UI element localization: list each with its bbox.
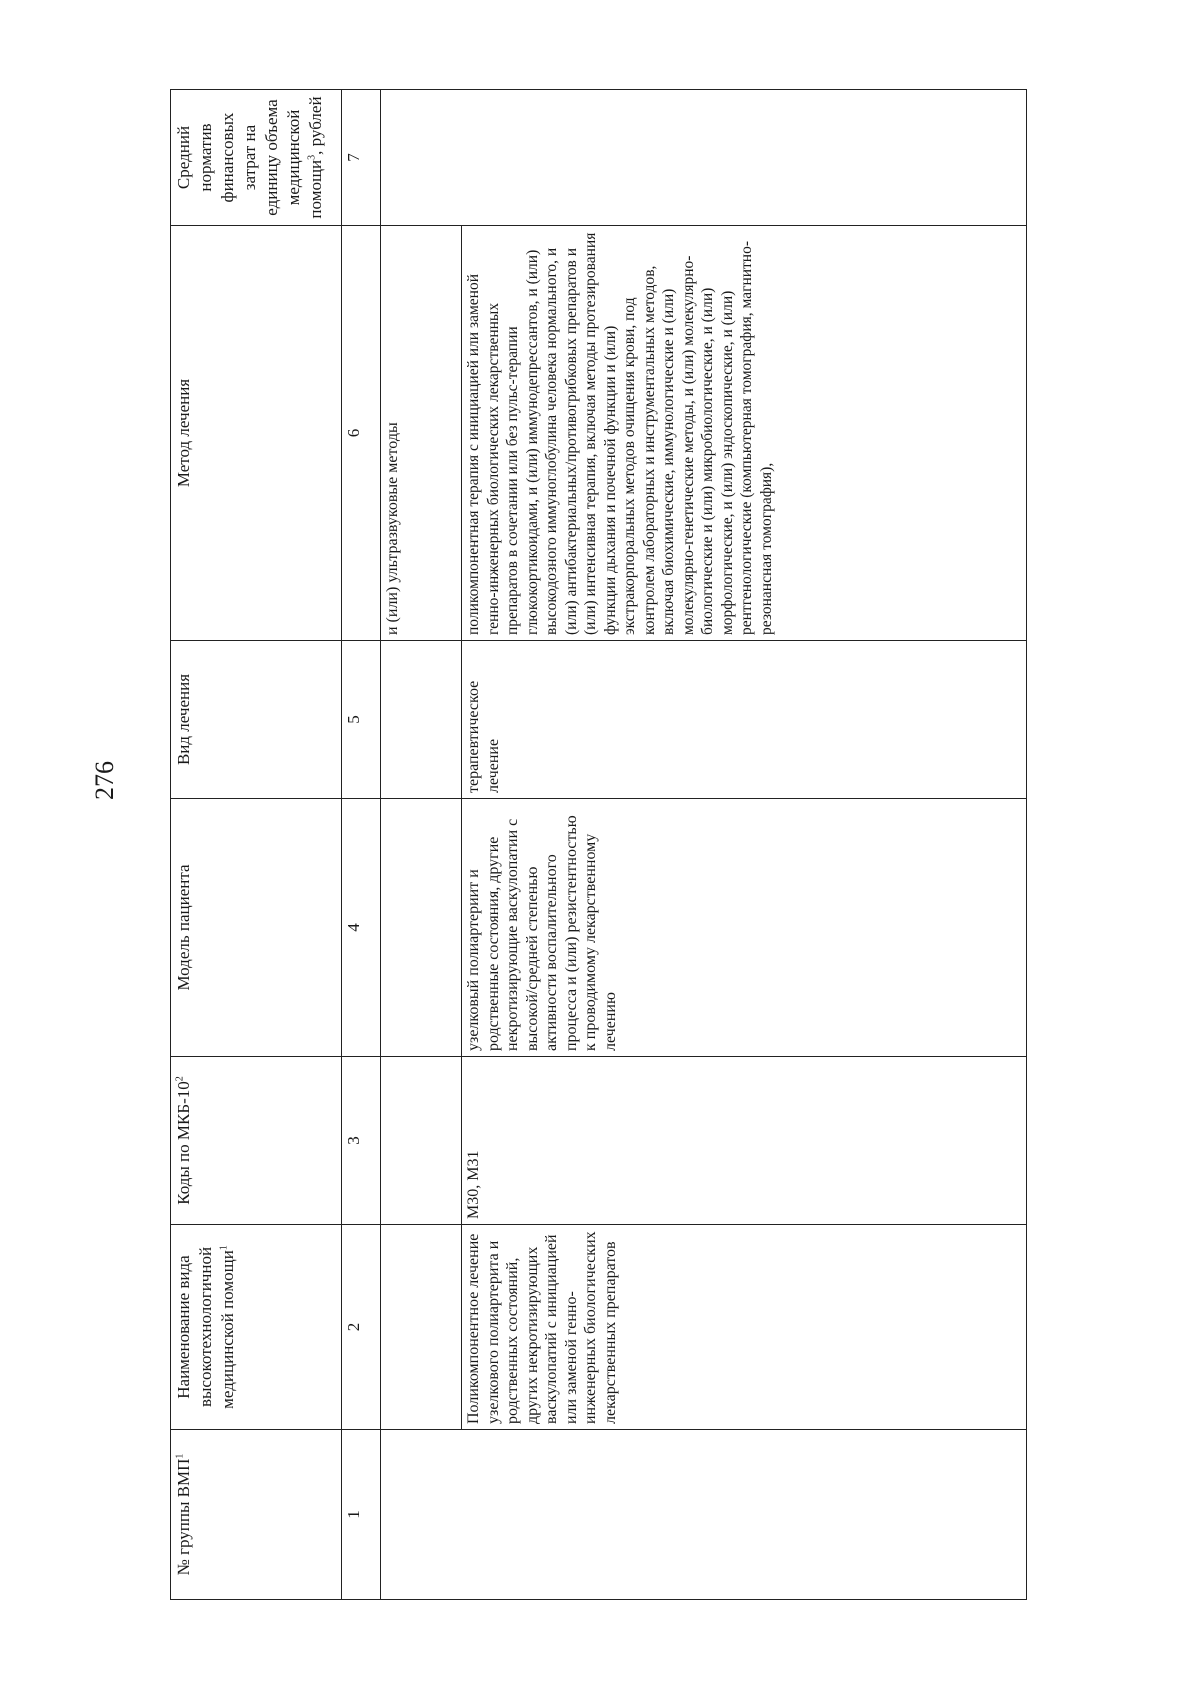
vmp-table <box>170 89 1027 1600</box>
patient-model-cell: узелковый полиартериит и родственные состояния, другие некротизирующие васкулопатии с высокой/средней степенью активности воспалительного процесса и (или) резистентностью к проводимому лекарственному лечению <box>462 799 1027 1057</box>
treatment-method-cell: поликомпонентная терапия с инициацией или заменой генно-инженерных биологических лекарственных препаратов в сочетании или без пульс-терапии глюкокортикоидами, и (или) иммунодепрессантов, и (или) высокодозного иммуноглобулина человека нормального, и (или) антибактериальных/противогрибковых препаратов и (или) интенсивная терапия, включая методы протезирования функции дыхания и почечной функции и (или) экстракорпоральных методов очищения крови, под контролем лабораторных и инструментальных методов, включая биохимические, иммунологические и (или) молекулярно-генетические методы, и (или) молекулярно-биологические и (или) микробиологические, и (или) морфологические, и (или) эндоскопические, и (или) рентгенологические (компьютерная томография, магнитно-резонансная томография), <box>462 226 1027 641</box>
column-number: 7 <box>342 90 381 226</box>
header-icd-codes: Коды по МКБ-$10^2$ <box>171 1057 342 1225</box>
column-number: 6 <box>342 226 381 641</box>
column-number: 5 <box>342 641 381 799</box>
table-header-row <box>171 90 342 1600</box>
rotated-page <box>170 90 1120 1600</box>
continuation-method-cell: и (или) ультразвуковые методы <box>381 226 462 641</box>
column-number: 1 <box>342 1430 381 1600</box>
treatment-type-cell: терапевтическое лечение <box>462 641 1027 799</box>
header-vmp-name: Наименование вида высокотехнологичной медицинской помощи$^1$ <box>171 1225 342 1430</box>
empty-cell <box>381 1225 462 1430</box>
group-number-cell <box>381 1430 1027 1600</box>
column-number: 4 <box>342 799 381 1057</box>
page-number: 276 <box>90 761 119 800</box>
empty-cell <box>381 1057 462 1225</box>
vmp-name-cell: Поликомпонентное лечение узелкового полиартерита и родственных состояний, других некротизирующих васкулопатий с инициацией или заменой генно-инженерных биологических лекарственных препаратов <box>462 1225 1027 1430</box>
empty-cell <box>381 641 462 799</box>
cost-cell <box>381 90 1027 226</box>
header-treatment-type: Вид лечения <box>171 641 342 799</box>
continuation-row <box>381 90 462 1600</box>
icd-codes-cell: M30, M31 <box>462 1057 1027 1225</box>
column-number: 3 <box>342 1057 381 1225</box>
header-treatment-method: Метод лечения <box>171 226 342 641</box>
header-average-cost: Средний норматив финансовых затрат на единицу объема медицинской помощи$^3$, рублей <box>171 90 342 226</box>
header-group-number: № группы ВМП$^1$ <box>171 1430 342 1600</box>
column-number-row <box>342 90 381 1600</box>
column-number: 2 <box>342 1225 381 1430</box>
empty-cell <box>381 799 462 1057</box>
header-patient-model: Модель пациента <box>171 799 342 1057</box>
table-row <box>462 90 1027 1600</box>
